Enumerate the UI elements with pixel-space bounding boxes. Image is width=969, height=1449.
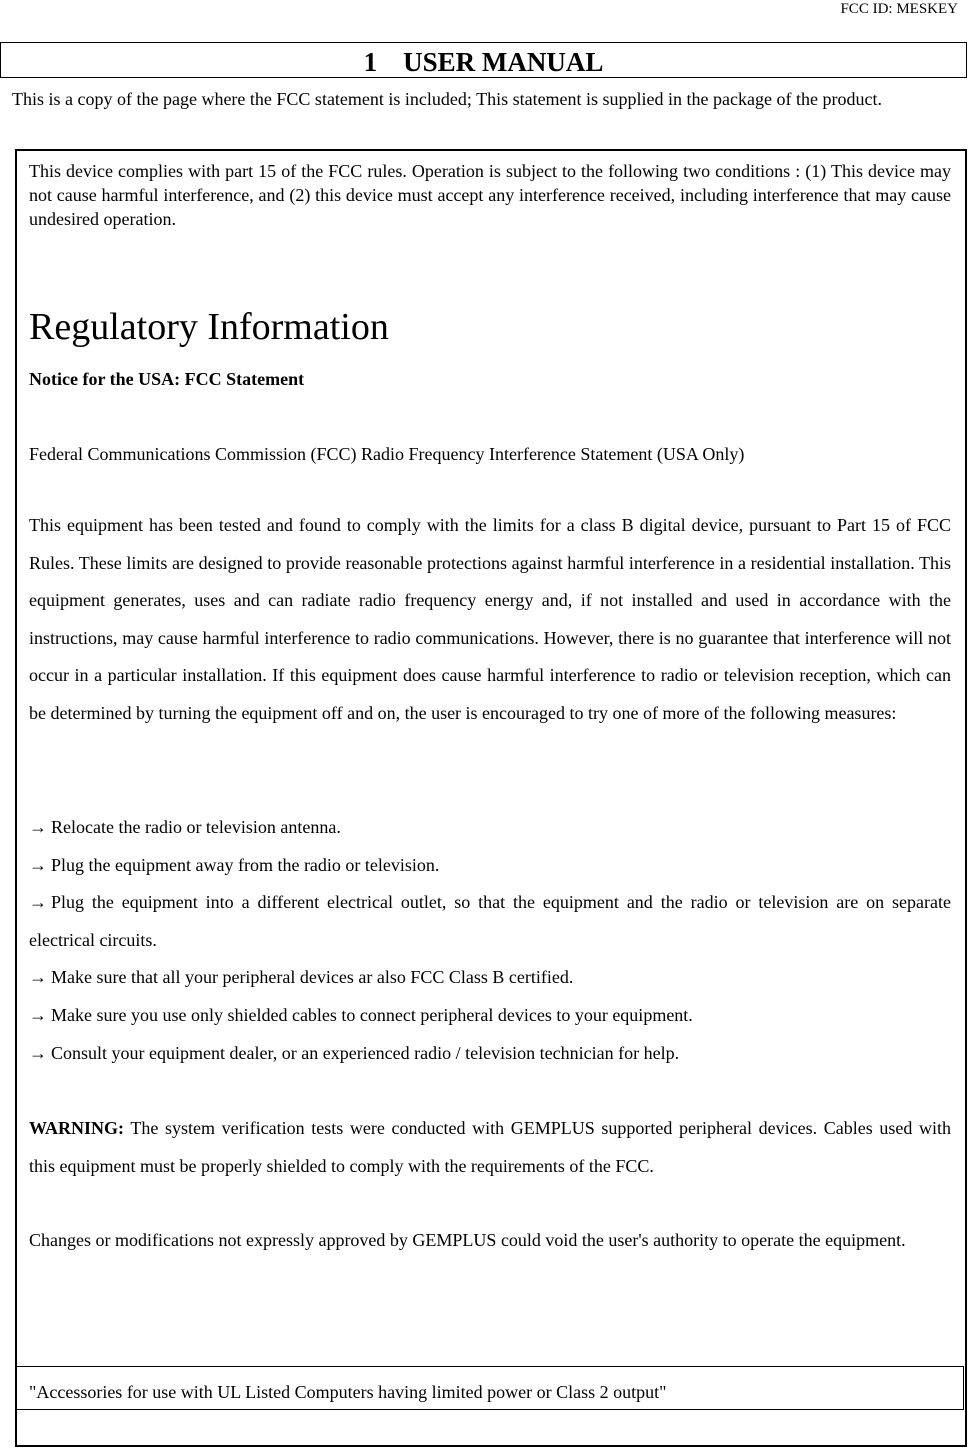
measure-item: → Make sure that all your peripheral devices ar also FCC Class B certified.	[29, 959, 951, 997]
fcc-notice-heading: Notice for the USA: FCC Statement	[29, 369, 305, 389]
accessories-box	[17, 1366, 964, 1410]
section-title-box	[0, 42, 967, 78]
arrow-right-icon: →	[29, 1042, 47, 1063]
section-number: 1	[363, 47, 378, 77]
changes-paragraph: Changes or modifications not expressly approved by GEMPLUS could void the user's authority to operate the equipment.	[29, 1230, 906, 1250]
arrow-right-icon: →	[29, 817, 47, 837]
warning-text: The system verification tests were conducted with GEMPLUS supported peripheral devices. Cables used with this equipment must be properly shielded to comply with the requirements of the FCC.	[29, 1118, 951, 1176]
arrow-right-icon: →	[29, 854, 47, 875]
warning-label: WARNING:	[29, 1118, 125, 1138]
arrow-right-icon: →	[29, 892, 47, 913]
measure-item: → Plug the equipment away from the radio or television.	[29, 847, 951, 885]
measure-item: → Plug the equipment into a different electrical outlet, so that the equipment and the radio or television are on separate electrical circuits.	[29, 884, 951, 959]
regulatory-title: Regulatory Information	[29, 306, 389, 348]
intro-text: This is a copy of the page where the FCC statement is included; This statement is supplied in the package of the product.	[12, 89, 882, 109]
measure-item: → Relocate the radio or television antenna.	[29, 809, 951, 847]
measure-item: → Make sure you use only shielded cables to connect peripheral devices to your equipment.	[29, 997, 951, 1035]
fcc-statement-box	[15, 149, 967, 1447]
compliance-statement: This device complies with part 15 of the FCC rules. Operation is subject to the following two conditions : (1) This device may not cause harmful interference, and (2) this device must accept any interference received, including interference that may cause undesired operation.	[29, 161, 951, 229]
measures-list	[29, 809, 951, 1072]
arrow-right-icon: →	[29, 1004, 47, 1025]
fcc-body-paragraph: This equipment has been tested and found to comply with the limits for a class B digital device, pursuant to Part 15 of FCC Rules. These limits are designed to provide reasonable protections against harmful interference in a residential installation. This equipment generates, uses and can radiate radio frequency energy and, if not installed and used in accordance with the instructions, may cause harmful interference to radio communications. However, there is no guarantee that interference will not occur in a particular installation. If this equipment does cause harmful interference to radio or television reception, which can be determined by turning the equipment off and on, the user is encouraged to try one of more of the following measures:	[29, 515, 951, 723]
arrow-right-icon: →	[29, 967, 47, 988]
fcc-subheading: Federal Communications Commission (FCC) Radio Frequency Interference Statement (USA Only)	[29, 444, 745, 464]
warning-paragraph	[29, 1110, 951, 1185]
accessories-text: "Accessories for use with UL Listed Computers having limited power or Class 2 output"	[29, 1382, 667, 1402]
section-title: USER MANUAL	[403, 47, 604, 77]
measure-item: → Consult your equipment dealer, or an experienced radio / television technician for help.	[29, 1035, 951, 1073]
fcc-id: FCC ID: MESKEY	[840, 1, 958, 17]
